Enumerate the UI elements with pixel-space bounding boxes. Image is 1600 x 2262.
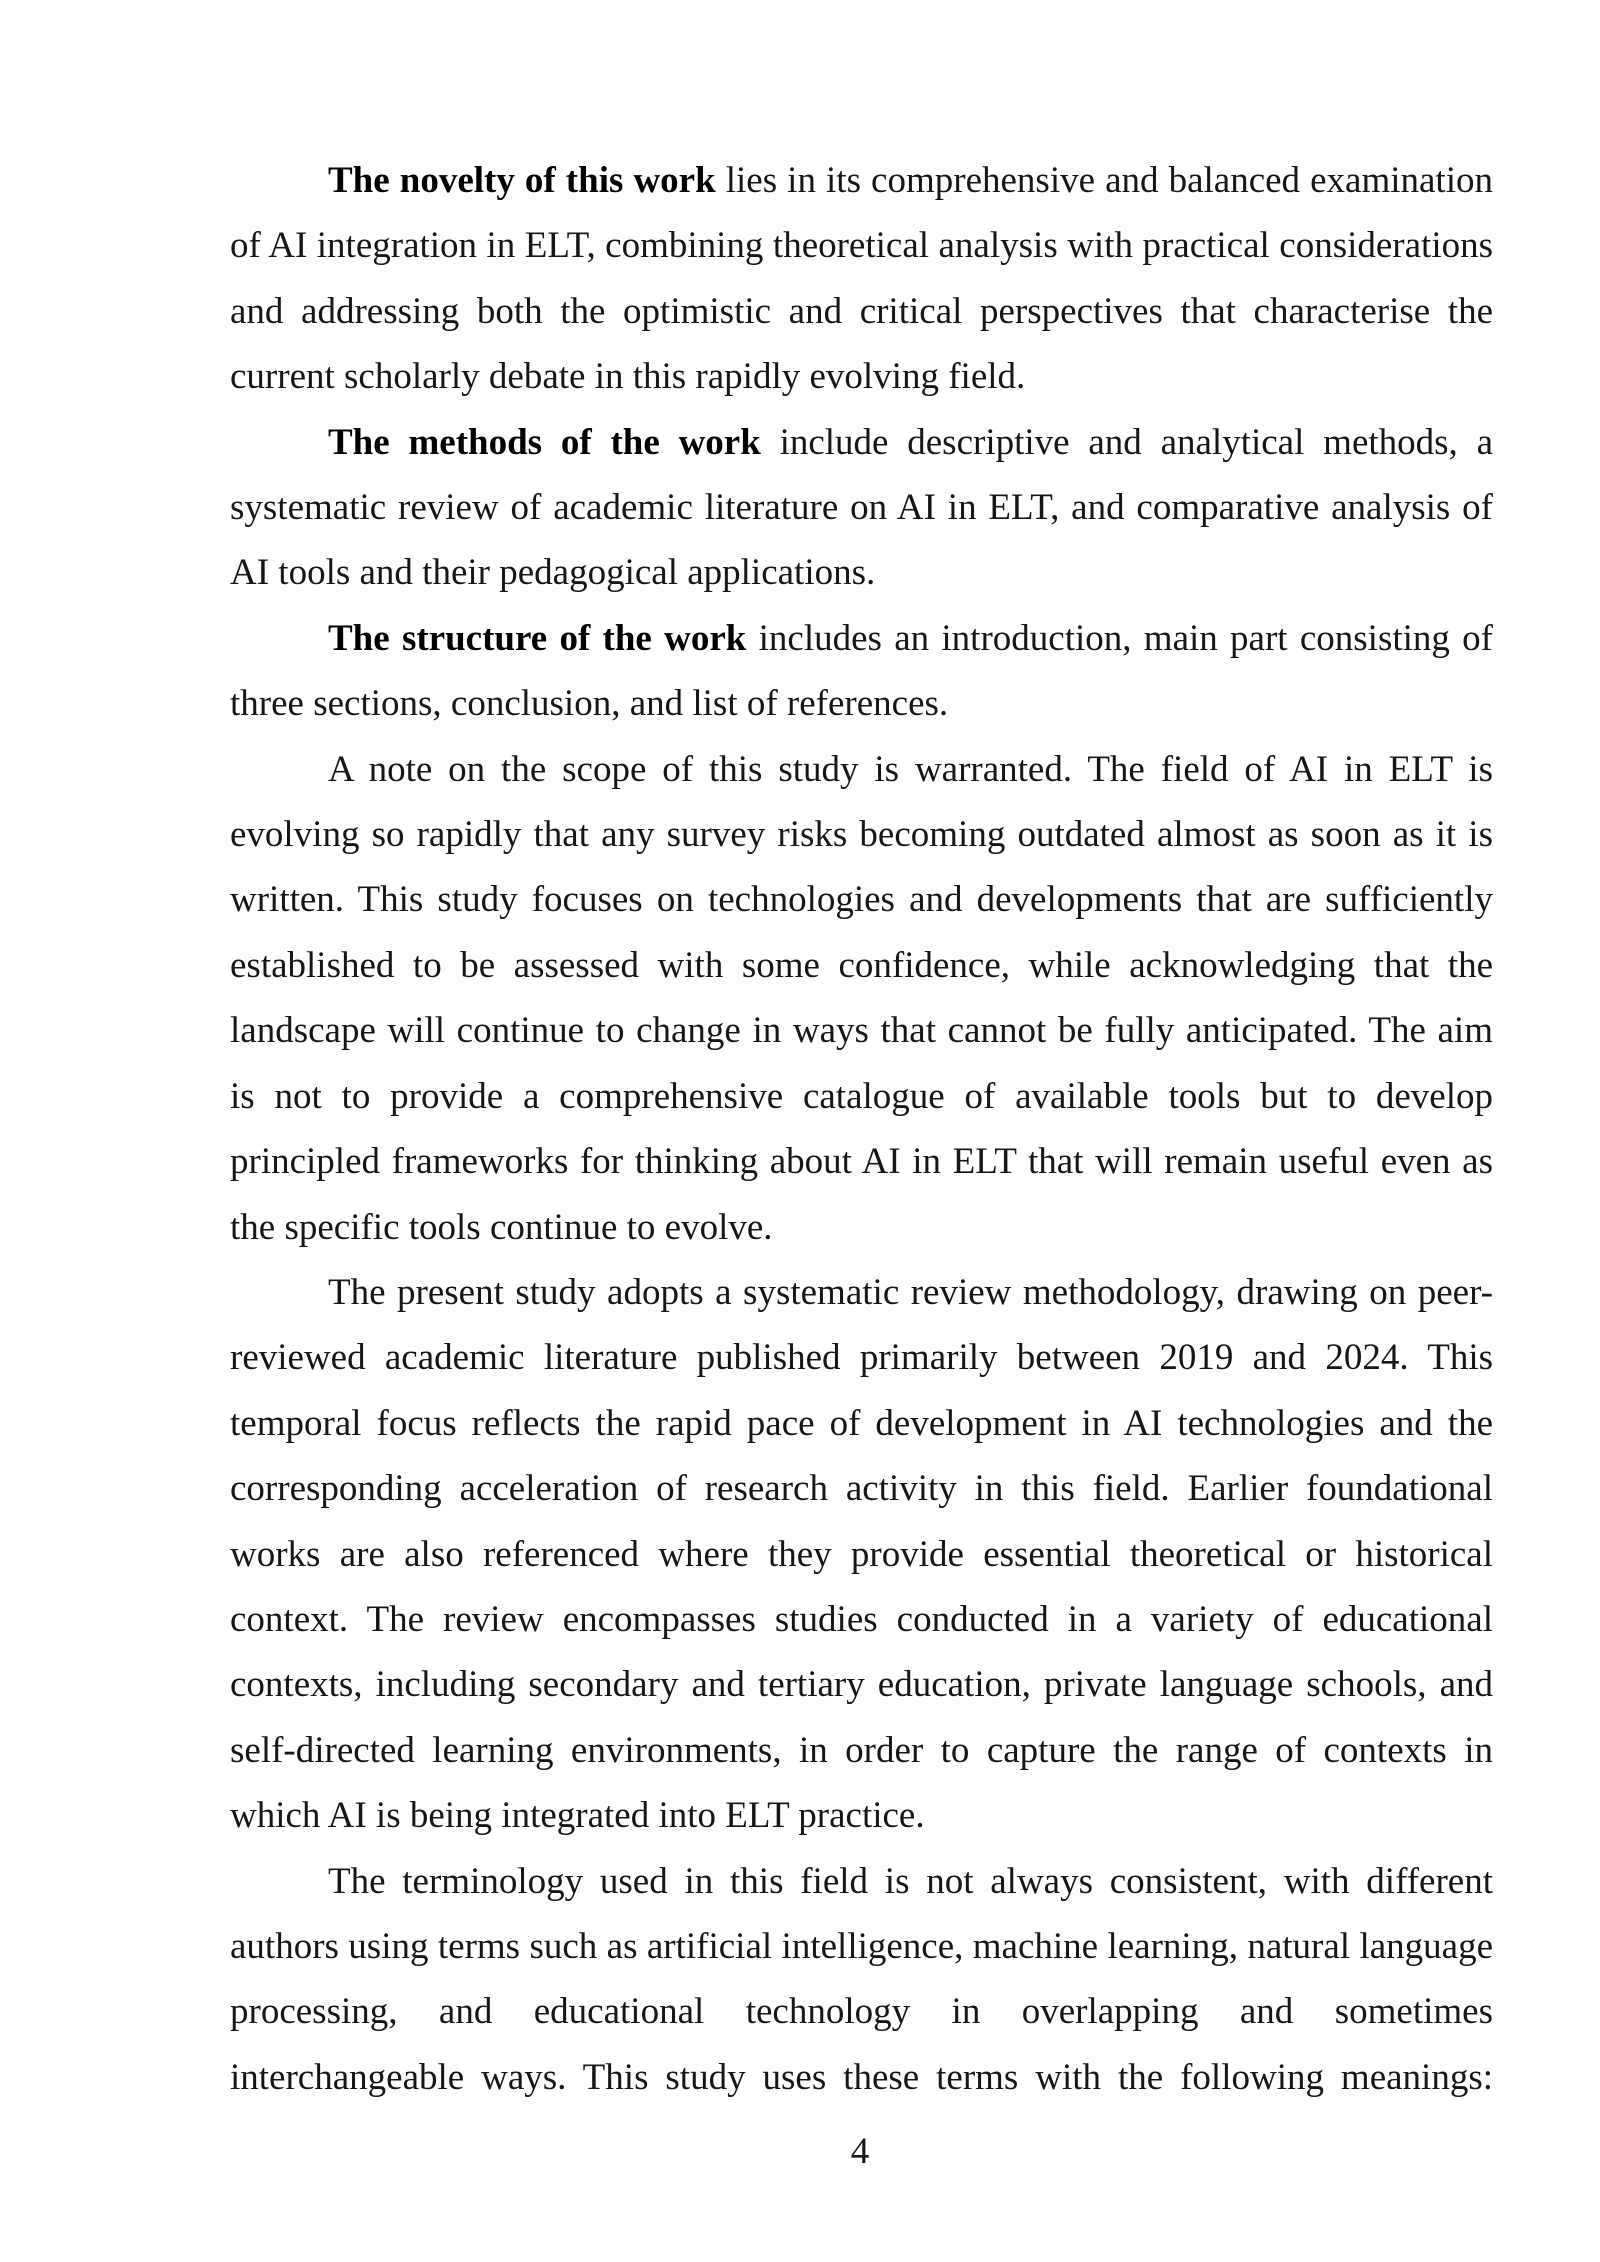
- paragraph-methods: [230, 410, 1493, 606]
- paragraph-text-methods: include descriptive and analytical methods, a systematic review of academic literature on AI in ELT, and comparative analysis of AI tools and their pedagogical applications.: [230, 421, 1493, 594]
- paragraph-lead-novelty: The novelty of this work: [328, 160, 716, 201]
- paragraph-text-structure: includes an introduction, main part consisting of three sections, conclusion, and list of references.: [230, 617, 1493, 725]
- paragraph-scope: A note on the scope of this study is warranted. The field of AI in ELT is evolving so rapidly that any survey risks becoming outdated almost as soon as it is written. This study focuses on technologies and developments that are sufficiently established to be assessed with some confidence, while acknowledging that the landscape will continue to change in ways that cannot be fully anticipated. The aim is not to provide a comprehensive catalogue of available tools but to develop principled frameworks for thinking about AI in ELT that will remain useful even as the specific tools continue to evolve.: [230, 748, 1493, 1248]
- page-number: 4: [850, 2131, 870, 2172]
- paragraph-novelty: [230, 148, 1493, 410]
- paragraph-text-novelty: lies in its comprehensive and balanced examination of AI integration in ELT, combining theoretical analysis with practical considerations and addressing both the optimistic and critical perspectives that characterise the current scholarly debate in this rapidly evolving field.: [230, 160, 1493, 398]
- paragraph-structure: [230, 606, 1493, 737]
- paragraph-methodology: The present study adopts a systematic review methodology, drawing on peer-reviewed academic literature published primarily between 2019 and 2024. This temporal focus reflects the rapid pace of development in AI technologies and the corresponding acceleration of research activity in this field. Earlier foundational works are also referenced where they provide essential theoretical or historical context. The review encompasses studies conducted in a variety of educational contexts, including secondary and tertiary education, private language schools, and self-directed learning environments, in order to capture the range of contexts in which AI is being integrated into ELT practice.: [230, 1271, 1493, 1837]
- paragraph-terminology: The terminology used in this field is not always consistent, with different authors using terms such as artificial intelligence, machine learning, natural language processing, and educational technology in overlapping and sometimes interchangeable ways. This study uses these terms with the following meanings:: [230, 1860, 1493, 2098]
- paragraph-lead-methods: The methods of the work: [328, 421, 761, 463]
- paragraph-lead-structure: The structure of the work: [328, 617, 747, 659]
- body-text: [230, 148, 1493, 2110]
